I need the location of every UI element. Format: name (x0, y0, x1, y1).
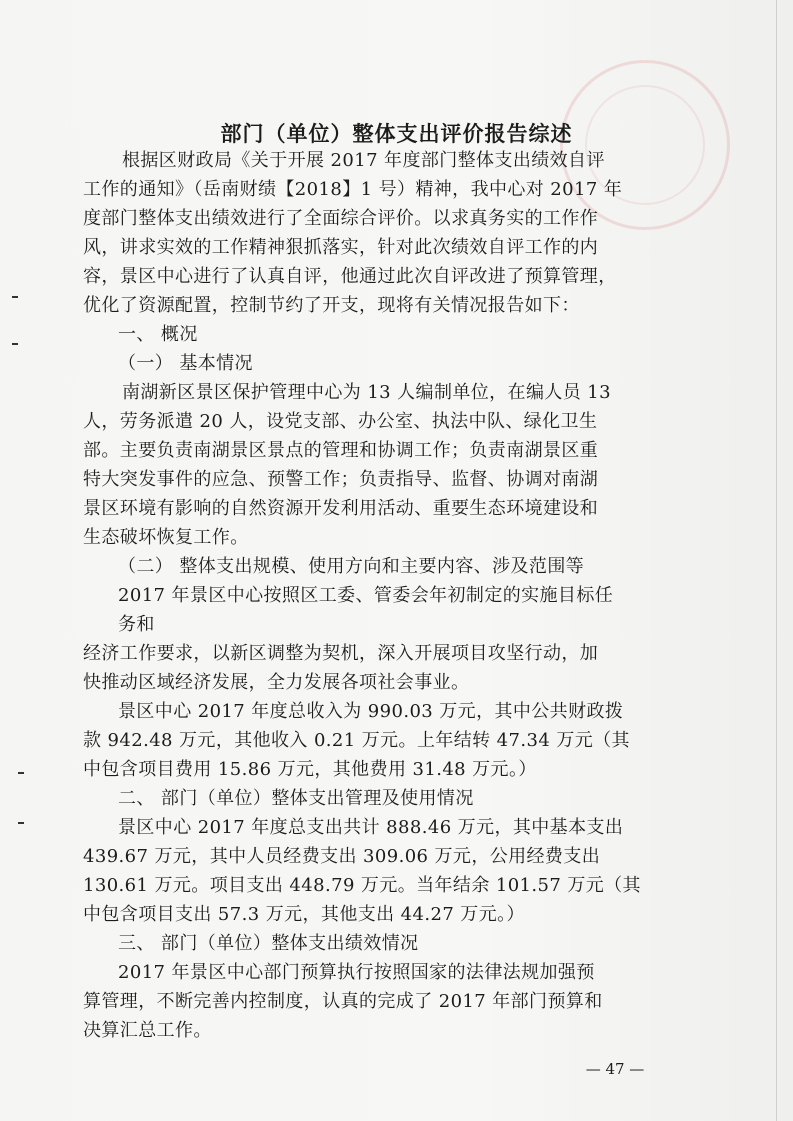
body-line: 风，讲求实效的工作精神狠抓落实，针对此次绩效自评工作的内 (83, 237, 599, 258)
body-line: 款 942.48 万元，其他收入 0.21 万元。上年结转 47.34 万元（其 (83, 730, 630, 751)
body-line: 439.67 万元，其中人员经费支出 309.06 万元，公用经费支出 (83, 846, 601, 867)
body-line: 工作的通知》（岳南财绩【2018】1 号）精神，我中心对 2017 年 (83, 179, 623, 200)
body-line: 经济工作要求，以新区调整为契机，深入开展项目攻坚行动，加 (83, 643, 599, 664)
body-line: 部。主要负责南湖景区景点的管理和协调工作；负责南湖景区重 (83, 440, 599, 461)
binding-mark (18, 772, 24, 774)
page-number: — 47 — (585, 1060, 645, 1078)
body-line: 2017 年景区中心部门预算执行按照国家的法律法规加强预 (118, 962, 595, 983)
body-line: 务和 (118, 614, 155, 635)
body-line: 中包含项目费用 15.86 万元，其他费用 31.48 万元。） (83, 759, 537, 780)
subsection-heading: （一） 基本情况 (118, 353, 253, 374)
section-heading: 二、 部门（单位）整体支出管理及使用情况 (118, 788, 474, 809)
body-line: 决算汇总工作。 (83, 1020, 212, 1041)
body-line: 快推动区域经济发展，全力发展各项社会事业。 (83, 672, 470, 693)
body-line: 景区中心 2017 年度总支出共计 888.46 万元，其中基本支出 (118, 817, 624, 838)
section-heading: 一、 概况 (118, 324, 198, 345)
body-line: 景区环境有影响的自然资源开发利用活动、重要生态环境建设和 (83, 498, 599, 519)
body-line: 优化了资源配置，控制节约了开支，现将有关情况报告如下： (83, 295, 580, 316)
page-edge-line (776, 0, 777, 1121)
body-line: 中包含项目支出 57.3 万元，其他支出 44.27 万元。） (83, 904, 525, 925)
body-line: 130.61 万元。项目支出 448.79 万元。当年结余 101.57 万元（其 (83, 875, 641, 896)
section-heading: 三、 部门（单位）整体支出绩效情况 (118, 933, 419, 954)
binding-mark (12, 296, 18, 298)
body-line: 特大突发事件的应急、预警工作；负责指导、监督、协调对南湖 (83, 469, 599, 490)
binding-mark (12, 343, 18, 345)
body-line: 2017 年景区中心按照区工委、管委会年初制定的实施目标任 (118, 585, 614, 606)
binding-mark (18, 822, 24, 824)
body-line: 容，景区中心进行了认真自评，他通过此次自评改进了预算管理， (83, 266, 617, 287)
body-line: 根据区财政局《关于开展 2017 年度部门整体支出绩效自评 (122, 150, 605, 171)
subsection-heading: （二） 整体支出规模、使用方向和主要内容、涉及范围等 (118, 556, 585, 577)
body-line: 度部门整体支出绩效进行了全面综合评价。以求真务实的工作作 (83, 208, 599, 229)
body-line: 景区中心 2017 年度总收入为 990.03 万元，其中公共财政拨 (118, 701, 624, 722)
body-line: 生态破坏恢复工作。 (83, 527, 249, 548)
document-title: 部门（单位）整体支出评价报告综述 (220, 121, 573, 146)
body-line: 南湖新区景区保护管理中心为 13 人编制单位，在编人员 13 (122, 382, 611, 403)
body-line: 人，劳务派遣 20 人，设党支部、办公室、执法中队、绿化卫生 (83, 411, 598, 432)
body-line: 算管理，不断完善内控制度，认真的完成了 2017 年部门预算和 (83, 991, 603, 1012)
